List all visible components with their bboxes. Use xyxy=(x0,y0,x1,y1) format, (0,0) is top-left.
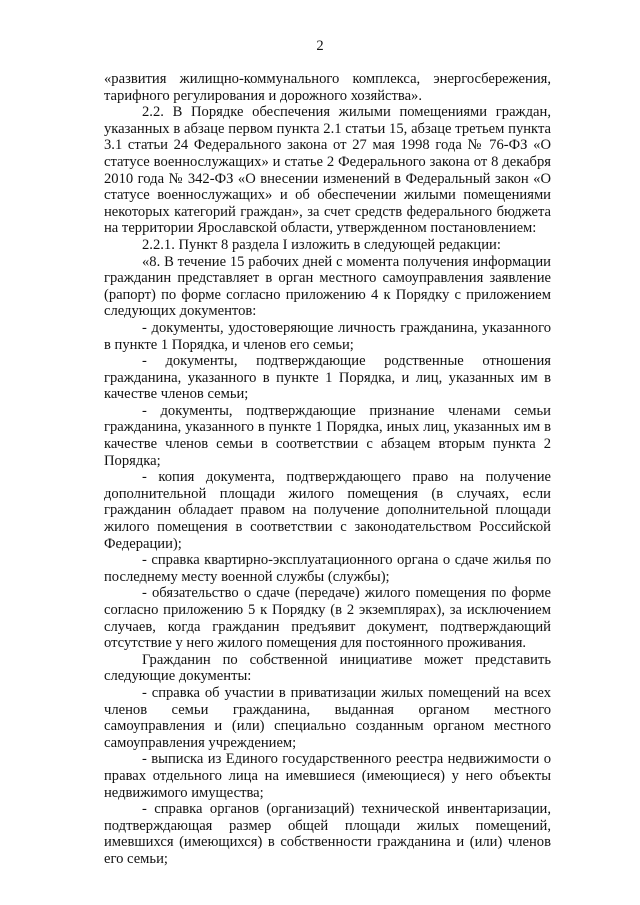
paragraph-quote-end: «развития жилищно-коммунального комплекса, энергосбережения, тарифного регулирования и дорожного хозяйства». xyxy=(104,71,551,104)
page-number: 2 xyxy=(316,38,324,54)
list-item-technical-inventory-certificate: - справка органов (организаций) технической инвентаризации, подтверждающая размер общей площади жилых помещений, имевшихся (имеющихся) в собственности гражданина и (или) членов его семьи; xyxy=(104,801,551,867)
list-item-identity-documents: - документы, удостоверяющие личность гражданина, указанного в пункте 1 Порядка, и членов его семьи; xyxy=(104,319,551,353)
list-item-registry-extract: - выписка из Единого государственного реестра недвижимости о правах отдельного лица на имевшиеся (имеющиеся) у него объекты недвижимого имущества; xyxy=(104,751,551,801)
list-item-kinship-documents: - документы, подтверждающие родственные отношения гражданина, указанного в пункте 1 Порядка, и лиц, указанных им в качестве членов семьи; xyxy=(104,353,551,403)
list-item-additional-space-document: - копия документа, подтверждающего право на получение дополнительной площади жилого помещения (в случаях, если гражданин обладает правом на получение дополнительной площади жилого помещения в соответствии с законодательством Российской Федерации); xyxy=(104,469,551,552)
paragraph-2-2: 2.2. В Порядке обеспечения жилыми помещениями граждан, указанных в абзаце первом пункта 2.1 статьи 15, абзаце третьем пункта 3.1 статьи 24 Федерального закона от 27 мая 1998 года № 76-ФЗ «О статусе военнослужащих» и статье 2 Федерального закона от 8 декабря 2010 года № 342-ФЗ «О внесении изменений в Федеральный закон «О статусе военнослужащих» и об обеспечении жилыми помещениями некоторых категорий граждан», за счет средств федерального бюджета на территории Ярославской области, утвержденном постановлением: xyxy=(104,104,551,237)
paragraph-2-2-1: 2.2.1. Пункт 8 раздела I изложить в следующей редакции: xyxy=(142,236,501,253)
paragraph-item-8: «8. В течение 15 рабочих дней с момента получения информации гражданин представляет в орган местного самоуправления заявление (рапорт) по форме согласно приложению 4 к Порядку с приложением следующих документов: xyxy=(104,253,551,320)
body-text xyxy=(104,71,551,868)
paragraph-optional-documents: Гражданин по собственной инициативе может представить следующие документы: xyxy=(104,651,551,685)
list-item-surrender-obligation: - обязательство о сдаче (передаче) жилого помещения по форме согласно приложению 5 к Порядку (в 2 экземплярах), за исключением случаев, когда гражданин предъявит документ, подтверждающий отсутствие у него жилого помещения для постоянного проживания. xyxy=(104,585,551,652)
list-item-housing-surrender-certificate: - справка квартирно-эксплуатационного органа о сдаче жилья по последнему месту военной службы (службы); xyxy=(104,552,551,585)
list-item-family-recognition-documents: - документы, подтверждающие признание членами семьи гражданина, указанного в пункте 1 Порядка, иных лиц, указанных им в качестве членов семьи в соответствии с абзацем вторым пункта 2 Порядка; xyxy=(104,402,551,469)
list-item-privatization-certificate: - справка об участии в приватизации жилых помещений на всех членов семьи гражданина, выданная органом местного самоуправления и (или) специально созданным органом местного самоуправления учреждением; xyxy=(104,684,551,751)
